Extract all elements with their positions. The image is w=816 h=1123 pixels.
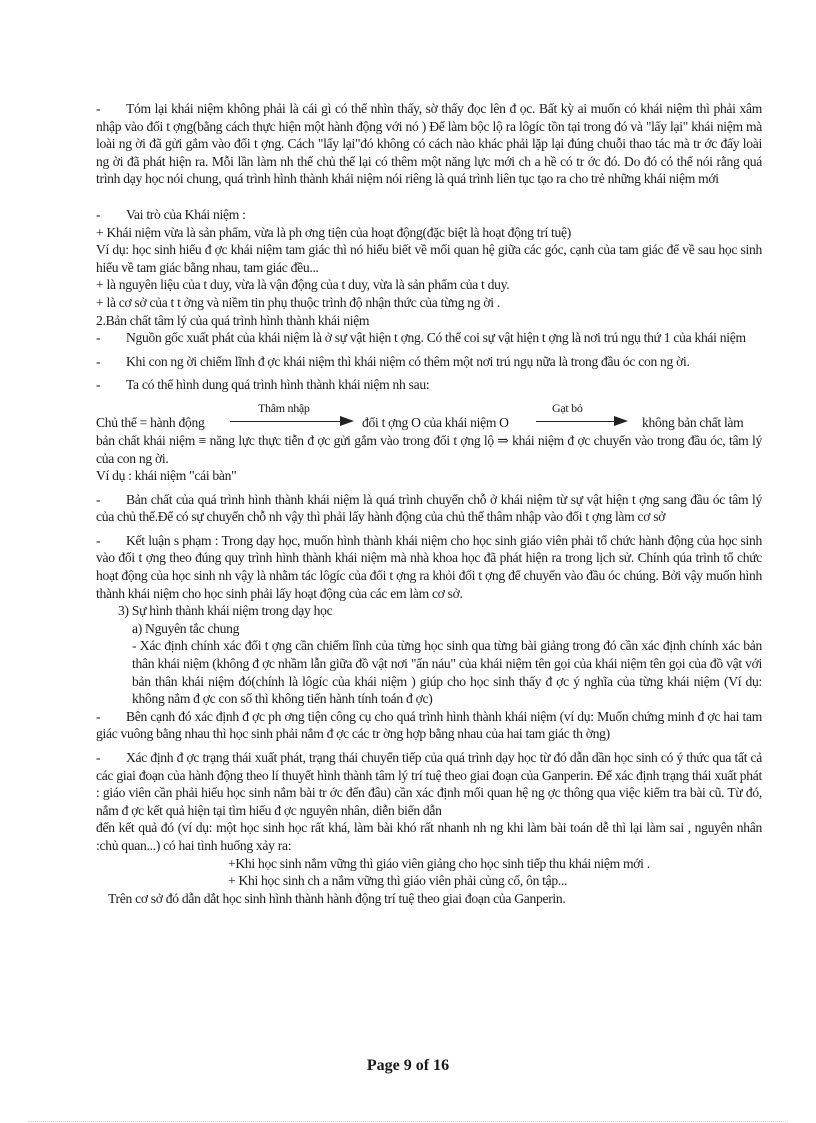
paragraph-text: Ta có thể hình dung quá trình hình thành khái niệm nh sau:: [126, 377, 430, 393]
paragraph-text: Bản chất của quá trình hình thành khái niệm là quá trình chuyển chỗ ở khái niệm từ sự vật hiện t ợng sang đầu óc tâm lý của chủ thể.Để có sự chuyển chỗ nh vậy thì phải lấy hành động của chủ thể thâm nhập vào đối t ợng làm cơ sở: [96, 491, 762, 525]
arrow-label-remove: Gạt bỏ: [552, 400, 583, 415]
paragraph-case-not-mastered: + Khi học sinh ch a nắm vững thì giáo viên phải củng cố, ôn tập...: [228, 873, 568, 889]
heading-general-principle: a) Nguyên tắc chung: [132, 620, 240, 636]
arrow-label-penetrate: Thâm nhập: [258, 400, 310, 415]
arrow-head-icon: [614, 416, 628, 426]
paragraph-role-1: + Khái niệm vừa là sản phẩm, vừa là ph ơng tiện của hoạt động(đặc biệt là hoạt động trí tuệ): [96, 224, 571, 240]
bullet-dash: -: [96, 353, 101, 369]
bullet-dash: -: [96, 532, 101, 548]
bullet-dash: -: [96, 101, 101, 116]
bullet-dash: -: [96, 330, 101, 346]
paragraph-text: Vai trò của Khái niệm :: [126, 206, 246, 222]
body-text: [96, 100, 762, 907]
paragraph-text: Tóm lại khái niệm không phải là cái gì có thể nhìn thấy, sờ thấy đọc lên đ ọc. Bất kỳ ai muốn có khái niệm thì phải xâm nhập vào đối t ợng(bằng cách thực hiện một hành động với nó ) Để làm bộc lộ ra lôgíc tồn tại trong đó và "lấy lại" khái niệm mà loài ng ời đã gửi gắm vào đối t ợng. Cách "lấy lại"đó không có cách nào khác phải lặp lại đúng chuỗi thao tác mà tr ớc đấy loài ng ời đã phát hiện ra. Mỗi lần làm nh thế chủ thể lại có thêm một năng lực mới ch a hề có tr ớc đó. Do đó có thể nói rằng quá trình dạy học nói chung, quá trình hình thành khái niệm nói riêng là quá trình liên tục tạo ra cho trẻ những khái niệm mới: [96, 101, 762, 187]
paragraph-second-residence: [96, 353, 762, 371]
paragraph-result: đến kết quả đó (ví dụ: một học sinh học rất khá, làm bài khó rất nhanh nh ng khi làm bài toán dễ thì lại làm sai , nguyên nhân :chủ quan...) có hai tình huống xảy ra:: [96, 820, 762, 853]
paragraph-text: Xác định đ ợc trạng thái xuất phát, trạng thái chuyển tiếp của quá trình dạy học từ đó dẫn dần học sinh có ý thức qua tất cả các giai đoạn của hành động theo lí thuyết hình thành tâm lý trí tuệ theo giai đoạn của Ganperin. Để xác định trạng thái xuất phát : giáo viên cần phải hiểu học sinh nắm bài tr ớc đến đâu) cần xác định mối quan hệ ng ợc thông qua việc kiểm tra bài cũ. Từ đó, nắm đ ợc kết quả hiện tại tìm hiểu đ ợc nguyên nhân, diễn biến dẫn: [96, 750, 762, 818]
bullet-dash: -: [96, 206, 101, 222]
paragraph-pedagogical-conclusion: [96, 532, 762, 602]
paragraph-tools: [96, 708, 762, 743]
bullet-dash: -: [96, 491, 101, 507]
paragraph-origin: [96, 329, 762, 347]
paragraph-ganperin: Trên cơ sở đó dẫn dắt học sinh hình thành hành động trí tuệ theo giai đoạn của Ganperin.: [108, 890, 566, 906]
bullet-dash: -: [96, 377, 101, 393]
paragraph-imagine: [96, 376, 762, 394]
arrow-remove: [536, 402, 628, 432]
paragraph-starting-state: [96, 749, 762, 819]
bullet-dash: -: [96, 708, 101, 724]
flow-end: không bản chất làm: [642, 414, 744, 430]
process-flow: [96, 402, 762, 432]
page-number: Page 9 of 16: [366, 1057, 450, 1074]
paragraph-text: Khi con ng ời chiếm lĩnh đ ợc khái niệm thì khái niệm có thêm một nơi trú ngụ nữa là trong đầu óc con ng ời.: [126, 353, 690, 369]
bottom-divider: [28, 1121, 788, 1122]
paragraph-nature-process: [96, 491, 762, 526]
paragraph-case-mastered: +Khi học sinh nắm vững thì giáo viên giảng cho học sinh tiếp thu khái niệm mới .: [228, 855, 650, 871]
paragraph-role-2: + là nguyên liệu của t duy, vừa là vận động của t duy, vừa là sản phẩm của t duy.: [96, 277, 510, 293]
heading-psychological-nature: 2.Bản chất tâm lý của quá trình hình thành khái niệm: [96, 312, 370, 328]
flow-start: Chủ thể = hành động: [96, 414, 205, 430]
paragraph-example-table: Ví dụ : khái niệm "cái bàn": [96, 468, 237, 484]
heading-role: [96, 206, 762, 224]
paragraph-role-3: + là cơ sở của t t ởng và niềm tin phụ thuộc trình độ nhận thức của từng ng ời .: [96, 294, 500, 310]
paragraph-text: Nguồn gốc xuất phát của khái niệm là ở sự vật hiện t ợng. Có thể coi sự vật hiện t ợng là nơi trú ngụ thứ 1 của khái niệm: [126, 330, 746, 346]
arrow-head-icon: [340, 416, 354, 426]
bullet-dash: -: [96, 750, 101, 765]
paragraph-determine-object: - Xác định chính xác đối t ợng cần chiếm lĩnh của từng học sinh qua từng bài giảng trong đó cần xác định chính xác bản thân khái niệm (không đ ợc nhầm lẫn giữa đồ vật nơi "ẩn náu" của khái niệm tên gọi của khái niệm tên gọi của đồ vật với bản thân khái niệm đó(chính là lôgíc của khái niệm ) giúp cho học sinh thấy đ ợc ý nghĩa của từng khái niệm (Ví dụ: không nắm đ ợc con số thì không tiến hành tính toán đ ợc): [132, 638, 762, 707]
arrow-penetrate: [230, 402, 354, 432]
paragraph-example-triangle: Ví dụ: học sinh hiểu đ ợc khái niệm tam giác thì nó hiểu biết về mối quan hệ giữa các góc, cạnh của tam giác để về sau học sinh hiểu về tam giác bằng nhau, tam giác đều...: [96, 242, 762, 275]
heading-formation: 3) Sự hình thành khái niệm trong dạy học: [118, 603, 333, 619]
paragraph-text: Bên cạnh đó xác định đ ợc ph ơng tiện công cụ cho quá trình hình thành khái niệm (ví dụ: Muốn chứng minh đ ợc hai tam giác vuông bằng nhau thì học sinh phải nắm đ ợc các tr ờng hợp bằng nhau của hai tam giác th ờng): [96, 708, 762, 742]
flow-middle: đối t ợng O của khái niệm O: [362, 414, 509, 430]
paragraph-text: Kết luận s phạm : Trong dạy học, muốn hình thành khái niệm cho học sinh giáo viên phải tổ chức hành động của học sinh vào đối t ợng theo đúng quy trình hình thành khái niệm mà nhà khoa học đã phát hiện ra trong lịch sử. Chính qúa trình tổ chức hoạt động của học sinh nh vậy là nhằm tác lôgíc của đối t ợng ra khỏi đối t ợng để chuyển vào đầu óc chúng. Bởi vậy muốn hình thành khái niệm cho học sinh phải lấy hoạt động của các em làm cơ sở.: [96, 532, 762, 601]
paragraph-concept-summary: [96, 100, 762, 188]
paragraph-nature-statement: bản chất khái niệm ≡ năng lực thực tiễn đ ợc gửi gắm vào trong đối t ợng lộ ⇒ khái niệm đ ợc chuyển vào trong đầu óc, tâm lý của con ng ời.: [96, 432, 762, 466]
